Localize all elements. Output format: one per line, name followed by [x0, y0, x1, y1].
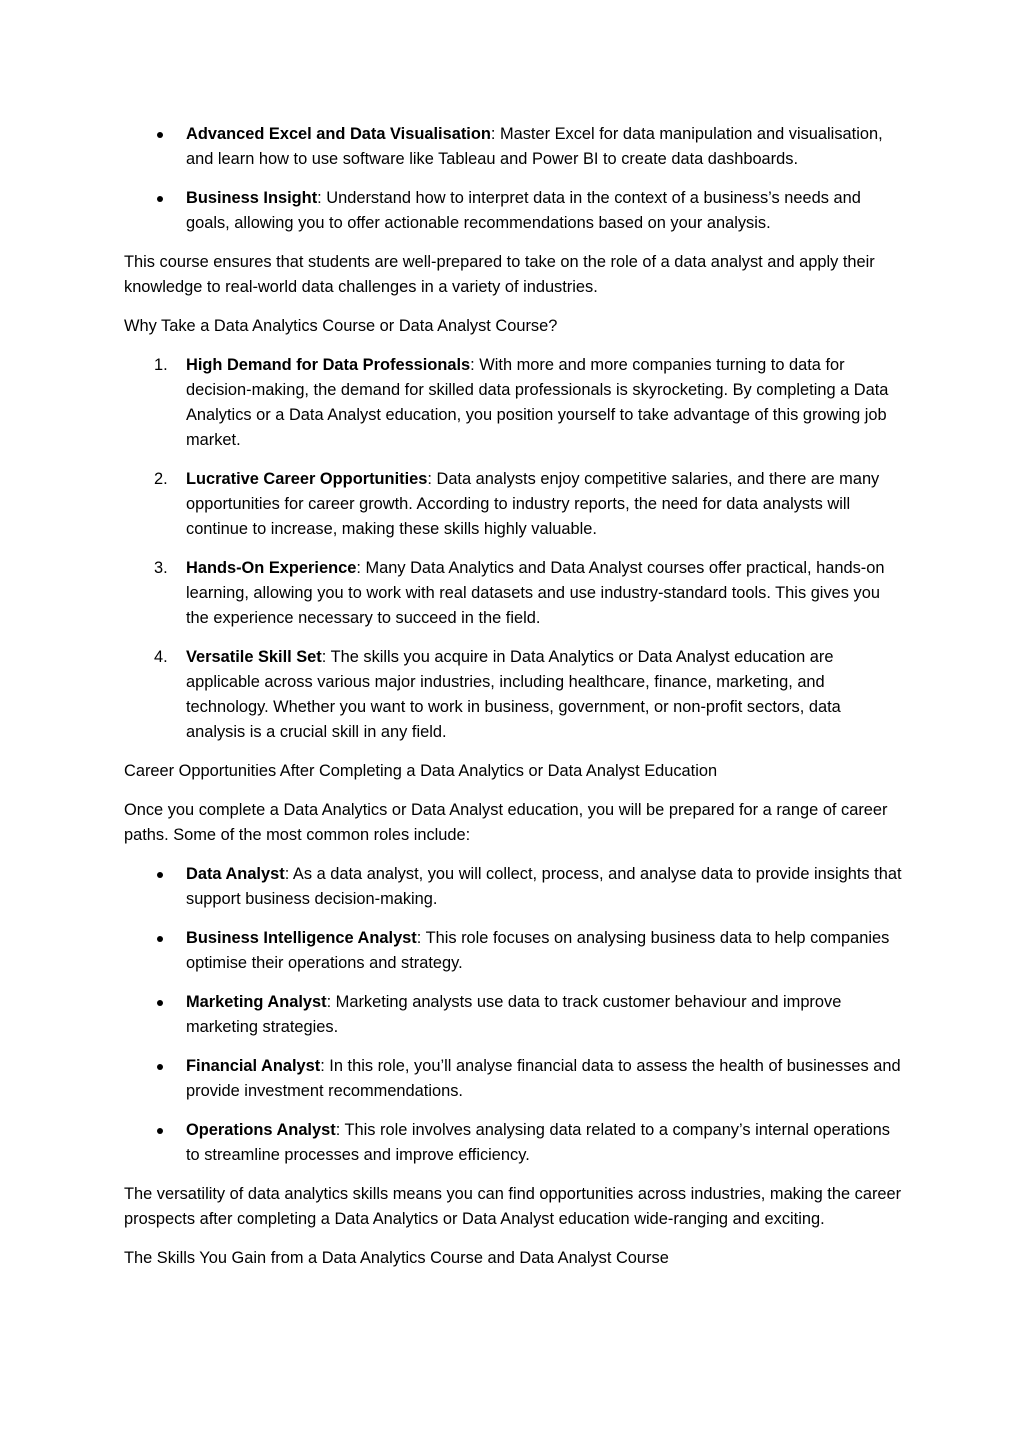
list-item-text: : Understand how to interpret data in the context of a business’s needs and goals, allowing you to offer actionable recommendations based on your analysis.	[186, 189, 861, 232]
list-item	[124, 926, 904, 976]
heading-skills-you-gain: The Skills You Gain from a Data Analytics Course and Data Analyst Course	[124, 1249, 669, 1267]
list-item	[124, 1054, 904, 1104]
list-item-text: : In this role, you’ll analyse financial data to assess the health of businesses and provide investment recommendations.	[186, 1057, 901, 1100]
list-item-term: High Demand for Data Professionals	[186, 356, 471, 374]
list-item-text: : This role involves analysing data related to a company’s internal operations to streamline processes and improve efficiency.	[186, 1121, 890, 1164]
paragraph-once-you-complete: Once you complete a Data Analytics or Data Analyst education, you will be prepared for a range of career paths. Some of the most common roles include:	[124, 801, 888, 844]
list-item-term: Business Intelligence Analyst	[186, 929, 417, 947]
skills-bullet-list	[124, 122, 904, 236]
list-item-term: Versatile Skill Set	[186, 648, 322, 666]
list-item	[124, 353, 904, 453]
list-item-text: : Master Excel for data manipulation and visualisation, and learn how to use software like Tableau and Power BI to create data dashboards.	[186, 125, 883, 168]
list-item-text: : As a data analyst, you will collect, process, and analyse data to provide insights that support business decision-making.	[186, 865, 902, 908]
list-item-term: Hands-On Experience	[186, 559, 357, 577]
list-item-text: : Data analysts enjoy competitive salaries, and there are many opportunities for career growth. According to industry reports, the need for data analysts will continue to increase, making these skills highly valuable.	[186, 470, 880, 538]
list-item	[124, 645, 904, 745]
list-item-text: : The skills you acquire in Data Analytics or Data Analyst education are applicable across various major industries, including healthcare, finance, marketing, and technology. Whether you want to work in business, government, or non-profit sectors, data analysis is a crucial skill in any field.	[186, 648, 841, 741]
list-item-text: : Many Data Analytics and Data Analyst courses offer practical, hands-on learning, allowing you to work with real datasets and use industry-standard tools. This gives you the experience necessary to succeed in the field.	[186, 559, 885, 627]
list-item	[124, 186, 904, 236]
heading-career-opportunities: Career Opportunities After Completing a Data Analytics or Data Analyst Education	[124, 762, 718, 780]
list-item-term: Marketing Analyst	[186, 993, 327, 1011]
bullet-icon	[154, 926, 174, 942]
list-item-term: Business Insight	[186, 189, 318, 207]
list-item	[124, 467, 904, 542]
bullet-icon	[154, 122, 174, 138]
heading-why-take-course: Why Take a Data Analytics Course or Data Analyst Course?	[124, 317, 558, 335]
list-item-text: : With more and more companies turning to data for decision-making, the demand for skilled data professionals is skyrocketing. By completing a Data Analytics or a Data Analyst education, you position yourself to take advantage of this growing job market.	[186, 356, 889, 449]
bullet-icon	[154, 1054, 174, 1070]
list-item	[124, 1118, 904, 1168]
list-item	[124, 990, 904, 1040]
paragraph-versatility: The versatility of data analytics skills means you can find opportunities across industries, making the career prospects after completing a Data Analytics or Data Analyst education wide-ranging and exciting.	[124, 1185, 902, 1228]
list-item-term: Operations Analyst	[186, 1121, 336, 1139]
list-item-term: Data Analyst	[186, 865, 285, 883]
paragraph-course-ensures: This course ensures that students are well-prepared to take on the role of a data analyst and apply their knowledge to real-world data challenges in a variety of industries.	[124, 253, 875, 296]
list-item-term: Lucrative Career Opportunities	[186, 470, 428, 488]
list-number: 2.	[154, 470, 168, 488]
list-number: 4.	[154, 648, 168, 666]
roles-bullet-list	[124, 862, 904, 1168]
document-body	[124, 122, 904, 1285]
list-item	[124, 556, 904, 631]
list-item	[124, 862, 904, 912]
list-item-term: Financial Analyst	[186, 1057, 321, 1075]
list-item-term: Advanced Excel and Data Visualisation	[186, 125, 491, 143]
list-item-text: : Marketing analysts use data to track customer behaviour and improve marketing strategies.	[186, 993, 842, 1036]
list-number: 3.	[154, 559, 168, 577]
list-number: 1.	[154, 356, 168, 374]
list-item-text: : This role focuses on analysing business data to help companies optimise their operations and strategy.	[186, 929, 890, 972]
reasons-numbered-list	[124, 353, 904, 745]
list-item	[124, 122, 904, 172]
bullet-icon	[154, 186, 174, 202]
bullet-icon	[154, 990, 174, 1006]
bullet-icon	[154, 862, 174, 878]
bullet-icon	[154, 1118, 174, 1134]
